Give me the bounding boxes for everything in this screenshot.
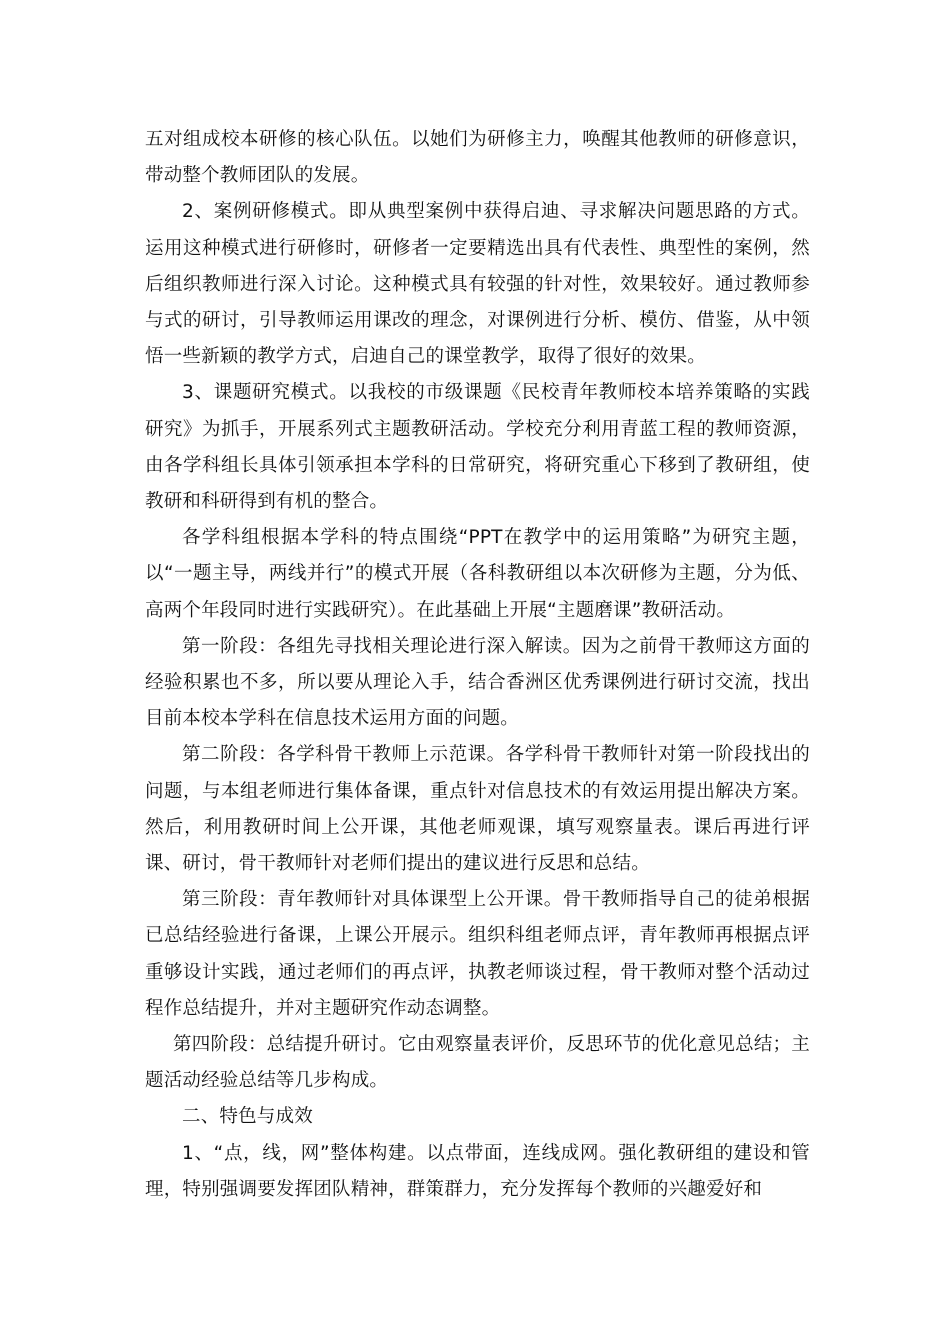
paragraph-8: 第四阶段：总结提升研讨。它由观察量表评价，反思环节的优化意见总结；主题活动经验总结等几步构成。	[145, 1034, 810, 1092]
paragraph-2: 2、案例研修模式。即从典型案例中获得启迪、寻求解决问题思路的方式。运用这种模式进行研修时，研修者一定要精选出具有代表性、典型性的案例，然后组织教师进行深入讨论。这种模式具有较强的针对性，效果较好。通过教师参与式的研讨，引导教师运用课改的理念，对课例进行分析、模仿、借鉴，从中领悟一些新颖的教学方式，启迪自己的课堂教学，取得了很好的效果。	[145, 201, 810, 368]
paragraph-7: 第三阶段：青年教师针对具体课型上公开课。骨干教师指导自己的徒弟根据已总结经验进行备课，上课公开展示。组织科组老师点评，青年教师再根据点评重够设计实践，通过老师们的再点评，执教老师谈过程，骨干教师对整个活动过程作总结提升，并对主题研究作动态调整。	[145, 889, 810, 1019]
paragraph-4: 各学科组根据本学科的特点围绕“PPT在教学中的运用策略”为研究主题，以“一题主导，两线并行”的模式开展（各科教研组以本次研修为主题，分为低、高两个年段同时进行实践研究）。在此基础上开展“主题磨课”教研活动。	[145, 527, 810, 621]
paragraph-3: 3、课题研究模式。以我校的市级课题《民校青年教师校本培养策略的实践研究》为抓手，开展系列式主题教研活动。学校充分利用青蓝工程的教师资源，由各学科组长具体引领承担本学科的日常研究，将研究重心下移到了教研组，使教研和科研得到有机的整合。	[145, 382, 810, 513]
paragraph-10: 1、“点，线，网”整体构建。以点带面，连线成网。强化教研组的建设和管理，特别强调要发挥团队精神，群策群力，充分发挥每个教师的兴趣爱好和	[145, 1142, 810, 1200]
paragraph-6: 第二阶段：各学科骨干教师上示范课。各学科骨干教师针对第一阶段找出的问题，与本组老师进行集体备课，重点针对信息技术的有效运用提出解决方案。然后，利用教研时间上公开课，其他老师观课，填写观察量表。课后再进行评课、研讨，骨干教师针对老师们提出的建议进行反思和总结。	[145, 744, 810, 875]
section-heading: 二、特色与成效	[182, 1106, 313, 1128]
document-body	[145, 122, 810, 1208]
paragraph-5: 第一阶段：各组先寻找相关理论进行深入解读。因为之前骨干教师这方面的经验积累也不多，所以要从理论入手，结合香洲区优秀课例进行研讨交流，找出目前本校本学科在信息技术运用方面的问题。	[145, 635, 810, 730]
paragraph-1: 五对组成校本研修的核心队伍。以她们为研修主力，唤醒其他教师的研修意识，带动整个教师团队的发展。	[145, 129, 810, 187]
